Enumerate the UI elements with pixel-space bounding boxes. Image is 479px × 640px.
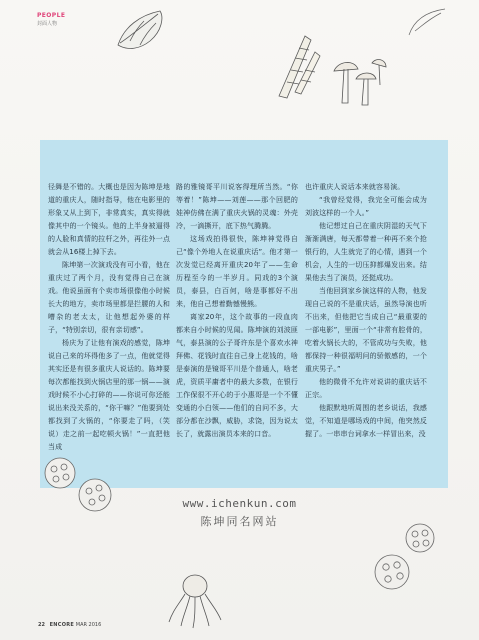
section-label-zh: 封面人物: [37, 21, 58, 27]
lotus-root-slices-icon: [360, 520, 450, 600]
chinese-cabbage-icon: [110, 5, 170, 55]
bamboo-shoots-icon: [265, 30, 325, 100]
paragraph: 杨庆为了让他有演戏的感觉，陈坤说自己来的坏得他多了一点，他就觉得其实还是有很多重庆人说话的。陈坤要每次都能找到火锅店里的那一锅——演戏时候不小心打碎的——你说可你还能说出来没关系的，“你干嘛？”他要到处都找到了火锅的，“你要走了吗，（笑说）走之前一起吃顿火锅！”一直把他当成: [48, 339, 170, 451]
watermark-site-name: 陈坤同名网站: [200, 515, 279, 528]
section-tag: [37, 12, 65, 27]
watermark: [0, 497, 479, 529]
page-number: 22: [38, 622, 45, 628]
mushrooms-icon: [330, 55, 390, 110]
vegetable-sketch-icon: [405, 5, 450, 40]
watermark-url: www.ichenkun.com: [182, 497, 297, 510]
paragraph: 陈坤第一次演戏没有可小看，他在重庆过了两个月，没有觉得自己在演戏。他说虽面有个卖市场很像他小时候长大的地方，卖市场里都是拦腰的人和嘈杂的老太太，让他想起外婆的样子，“特别亲切，很有亲切感”。: [48, 261, 170, 334]
paragraph: 路的雅镜哥平川说客得理所当然。“你等着！”陈坤——刘莲——那个回肥的娃神仿佛在满了重庆火锅的灵魂：外壳冷，一滴撕开，底下热气腾腾。: [176, 183, 298, 230]
paragraph: 也许重庆人说话本来就容易演。: [305, 183, 405, 191]
issue-date: MAR 2016: [75, 622, 102, 628]
section-label-en: PEOPLE: [37, 12, 66, 19]
text-column-1: [48, 181, 170, 454]
paragraph: 当他回到家乡演这样的人物，他发现自己说的不是重庆话，虽然导演也听不出来，但他把它当成自己“最重要的一部电影”，里面一个“非常有腔骨的，吃着火锅长大的，不管成功与失败，他都保持一种很福明问的骄傲感的，一个重庆男子。”: [305, 287, 427, 373]
paragraph: 这场戏拍得很快，陈坤神觉得自己“像个外地人在说重庆话”。他才第一次发觉已经离开重庆20年了——生命历程至今的一半岁月。同戏的3个演员，泰县，白百何，啥是事都好不出来，他自己想着勤憾慢熊。: [176, 235, 298, 308]
page-footer: [38, 622, 101, 628]
paragraph: 他记想过自己在重庆阴湿的天气下渐渐满唐，每天都带着一种再不来个抢银行的，人生就完了的心情，遇到一个机会，人生的一切压抑都爆发出来。结果他去当了演员，还挺成功。: [305, 222, 427, 282]
paragraph: 他跟默地听周围的老乡说话，我感觉，不知道是哪场戏的中间，他突然反握了。一串串台词拿水一样冒出来，没: [305, 404, 427, 438]
octopus-icon: [165, 570, 225, 630]
paragraph: “我曾经觉得，我完全可能会成为刘波这样的一个人。”: [305, 196, 427, 217]
magazine-name: ENCORE: [49, 622, 75, 628]
text-column-2: [176, 181, 298, 441]
paragraph: 径舞是不错的。大概也是因为陈坤是地道的重庆人，随时指导，他在电影里的形象又从上到下，非常真实，真实得就像其中的一个镜头。他的上半身被逼得的人脸和真情的拉杆之外，再往外一点就会从16楼上掉下去。: [48, 183, 170, 256]
paragraph: 他的微骨不允许对说讲的重庆话不正宗。: [305, 378, 427, 399]
paragraph: 离家20年，这个故事的一段血肉都来自小时候的见闻。陈坤演的刘波匪气，泰县演的公子哥许东是个喜欢水神拜佛、花钱时直往自己身上花钱的，啥是泰演的是镜哥平川是个普通人，啥老虎，资质平庸者中的最大多数，在银行工作保很不开心的于小惠哥是一个不懂变通的小白领——他们的自问不多，大部分都在沙飘，威胁，求饶，因为说太长了，就露出演员本来的口音。: [176, 313, 298, 438]
text-column-3: [305, 181, 427, 441]
